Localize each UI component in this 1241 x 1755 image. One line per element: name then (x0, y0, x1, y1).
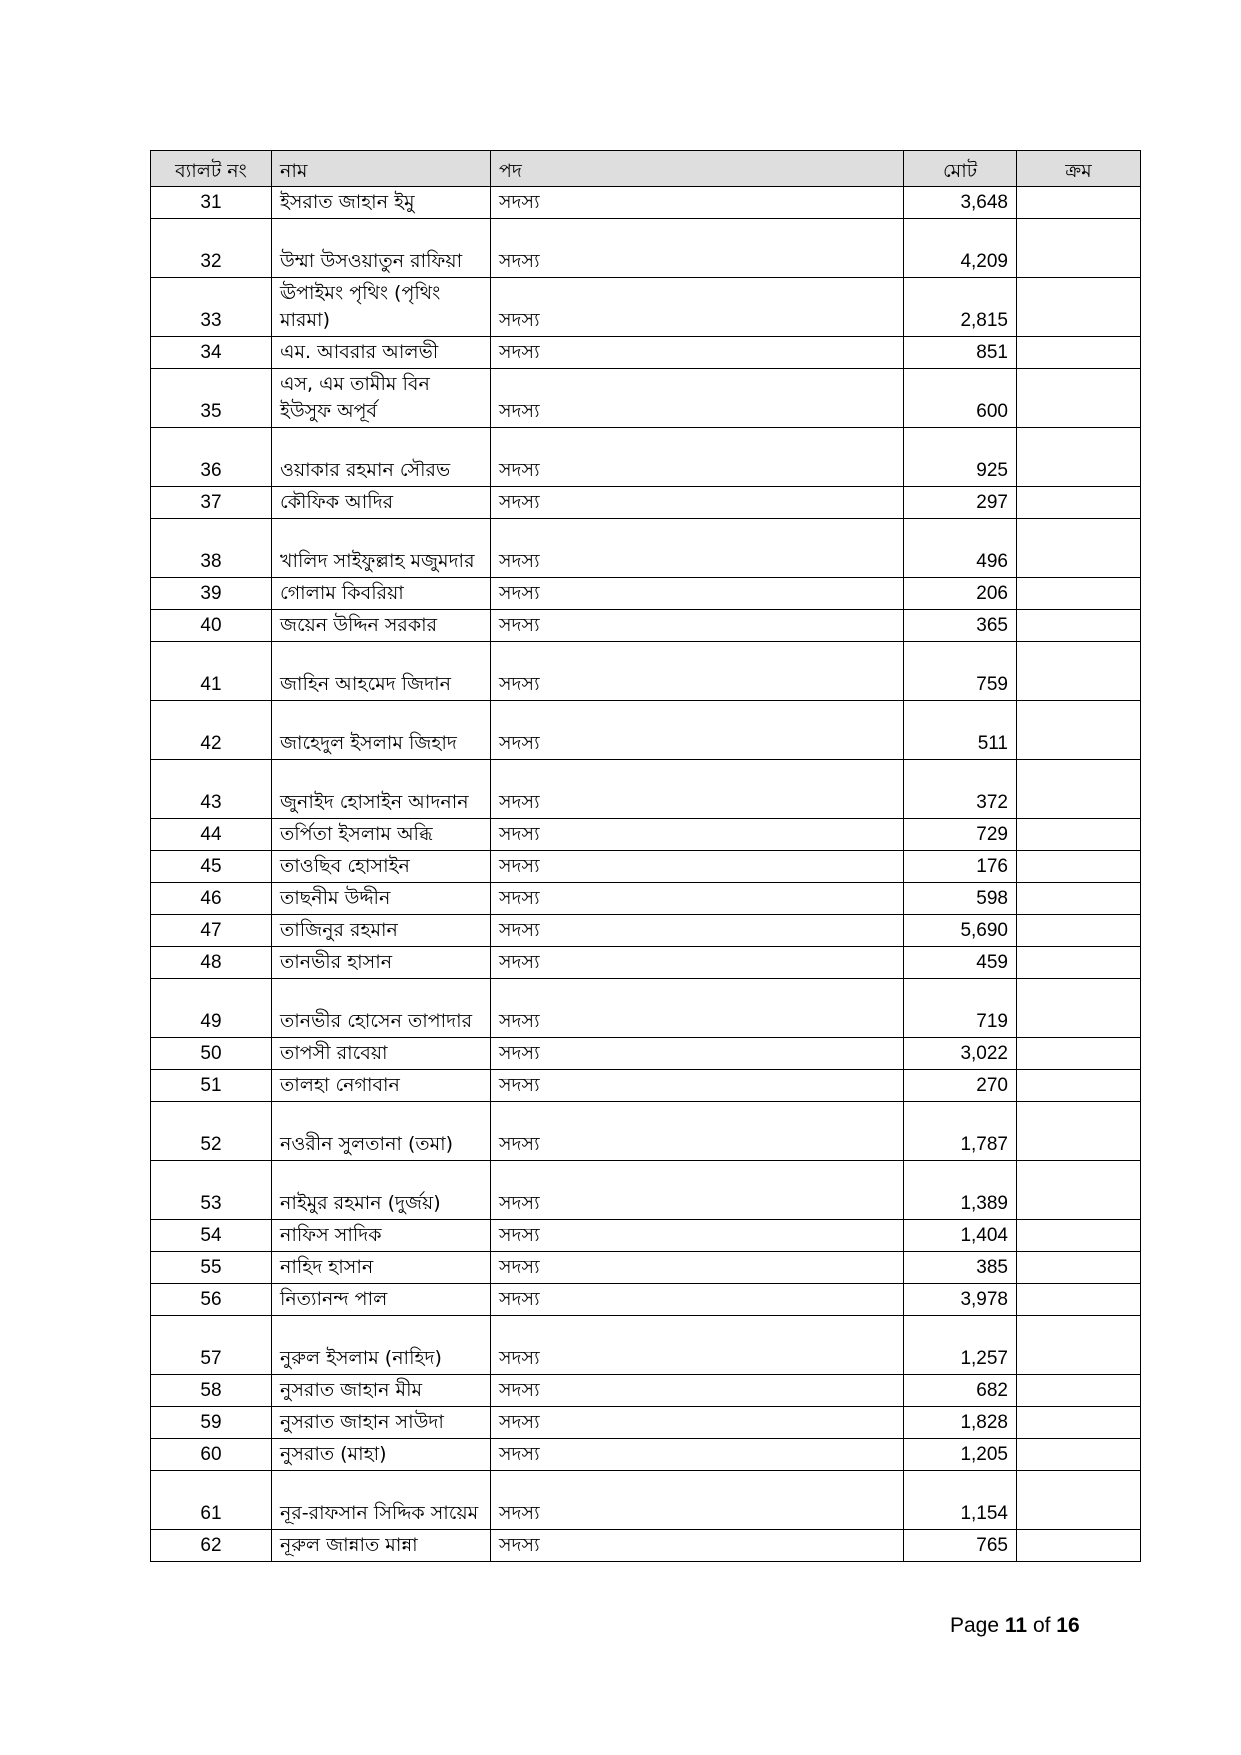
total-cell: 925 (904, 428, 1017, 487)
name-cell: তাওছিব হোসাইন (272, 851, 491, 883)
rank-cell (1017, 1530, 1141, 1562)
ballot-no-cell: 41 (151, 642, 272, 701)
total-cell: 598 (904, 883, 1017, 915)
table-row (151, 642, 1141, 701)
post-cell: সদস্য (491, 428, 904, 487)
ballot-no-cell: 58 (151, 1375, 272, 1407)
name-cell: জয়েন উদ্দিন সরকার (272, 610, 491, 642)
ballot-no-cell: 31 (151, 187, 272, 219)
name-cell: তাজিনুর রহমান (272, 915, 491, 947)
table-row (151, 1161, 1141, 1220)
rank-cell (1017, 915, 1141, 947)
table-row (151, 337, 1141, 369)
total-cell: 1,205 (904, 1439, 1017, 1471)
table-row (151, 819, 1141, 851)
rank-cell (1017, 642, 1141, 701)
post-cell: সদস্য (491, 1471, 904, 1530)
table-row (151, 1252, 1141, 1284)
rank-cell (1017, 610, 1141, 642)
name-cell: খালিদ সাইফুল্লাহ মজুমদার (272, 519, 491, 578)
post-cell: সদস্য (491, 278, 904, 337)
post-cell: সদস্য (491, 851, 904, 883)
table-row (151, 1038, 1141, 1070)
name-cell: তাপসী রাবেয়া (272, 1038, 491, 1070)
rank-cell (1017, 851, 1141, 883)
name-cell: নিত্যানন্দ পাল (272, 1284, 491, 1316)
ballot-no-cell: 45 (151, 851, 272, 883)
ballot-no-cell: 33 (151, 278, 272, 337)
post-cell: সদস্য (491, 219, 904, 278)
total-cell: 682 (904, 1375, 1017, 1407)
rank-cell (1017, 369, 1141, 428)
rank-cell (1017, 487, 1141, 519)
name-cell: উম্মা উসওয়াতুন রাফিয়া (272, 219, 491, 278)
rank-cell (1017, 1407, 1141, 1439)
post-cell: সদস্য (491, 369, 904, 428)
post-cell: সদস্য (491, 1375, 904, 1407)
total-cell: 5,690 (904, 915, 1017, 947)
post-cell: সদস্য (491, 979, 904, 1038)
ballot-no-cell: 34 (151, 337, 272, 369)
post-cell: সদস্য (491, 947, 904, 979)
table-row (151, 219, 1141, 278)
rank-cell (1017, 1284, 1141, 1316)
ballot-no-cell: 52 (151, 1102, 272, 1161)
name-cell: জুনাইদ হোসাইন আদনান (272, 760, 491, 819)
rank-cell (1017, 1471, 1141, 1530)
table-row (151, 1530, 1141, 1562)
table-row (151, 519, 1141, 578)
name-cell: কৌফিক আদির (272, 487, 491, 519)
header-name: নাম (272, 151, 491, 187)
post-cell: সদস্য (491, 1102, 904, 1161)
total-cell: 372 (904, 760, 1017, 819)
table-row (151, 610, 1141, 642)
table-row (151, 369, 1141, 428)
rank-cell (1017, 760, 1141, 819)
ballot-no-cell: 47 (151, 915, 272, 947)
post-cell: সদস্য (491, 337, 904, 369)
name-cell: তানভীর হাসান (272, 947, 491, 979)
total-cell: 2,815 (904, 278, 1017, 337)
rank-cell (1017, 947, 1141, 979)
total-cell: 765 (904, 1530, 1017, 1562)
rank-cell (1017, 1070, 1141, 1102)
total-cell: 496 (904, 519, 1017, 578)
total-pages-number: 16 (1056, 1614, 1080, 1637)
header-ballot-no: ব্যালট নং (151, 151, 272, 187)
table-header (151, 151, 1141, 187)
rank-cell (1017, 578, 1141, 610)
post-cell: সদস্য (491, 915, 904, 947)
post-cell: সদস্য (491, 883, 904, 915)
total-cell: 270 (904, 1070, 1017, 1102)
table-row (151, 1471, 1141, 1530)
total-cell: 176 (904, 851, 1017, 883)
post-cell: সদস্য (491, 1530, 904, 1562)
post-cell: সদস্য (491, 1252, 904, 1284)
total-cell: 1,404 (904, 1220, 1017, 1252)
ballot-no-cell: 62 (151, 1530, 272, 1562)
table-row (151, 428, 1141, 487)
header-rank: ক্রম (1017, 151, 1141, 187)
post-cell: সদস্য (491, 1220, 904, 1252)
page-label: Page (950, 1614, 1000, 1637)
name-cell: জাহিন আহমেদ জিদান (272, 642, 491, 701)
table-row (151, 578, 1141, 610)
ballot-no-cell: 49 (151, 979, 272, 1038)
header-post: পদ (491, 151, 904, 187)
post-cell: সদস্য (491, 487, 904, 519)
rank-cell (1017, 1252, 1141, 1284)
post-cell: সদস্য (491, 642, 904, 701)
table-row (151, 915, 1141, 947)
rank-cell (1017, 278, 1141, 337)
header-row (151, 151, 1141, 187)
post-cell: সদস্য (491, 701, 904, 760)
table-row (151, 1220, 1141, 1252)
name-cell: নুসরাত (মাহা) (272, 1439, 491, 1471)
table-row (151, 701, 1141, 760)
table-row (151, 487, 1141, 519)
name-cell: নূর-রাফসান সিদ্দিক সায়েম (272, 1471, 491, 1530)
post-cell: সদস্য (491, 1407, 904, 1439)
total-cell: 365 (904, 610, 1017, 642)
post-cell: সদস্য (491, 1439, 904, 1471)
post-cell: সদস্য (491, 519, 904, 578)
ballot-no-cell: 61 (151, 1471, 272, 1530)
name-cell: ইসরাত জাহান ইমু (272, 187, 491, 219)
table-row (151, 979, 1141, 1038)
total-cell: 297 (904, 487, 1017, 519)
ballot-no-cell: 43 (151, 760, 272, 819)
ballot-no-cell: 46 (151, 883, 272, 915)
name-cell: নুসরাত জাহান মীম (272, 1375, 491, 1407)
name-cell: নাফিস সাদিক (272, 1220, 491, 1252)
total-cell: 206 (904, 578, 1017, 610)
rank-cell (1017, 1375, 1141, 1407)
rank-cell (1017, 187, 1141, 219)
results-table (150, 150, 1141, 1562)
post-cell: সদস্য (491, 819, 904, 851)
post-cell: সদস্য (491, 187, 904, 219)
ballot-no-cell: 40 (151, 610, 272, 642)
post-cell: সদস্য (491, 610, 904, 642)
total-cell: 511 (904, 701, 1017, 760)
rank-cell (1017, 883, 1141, 915)
table-row (151, 883, 1141, 915)
ballot-no-cell: 54 (151, 1220, 272, 1252)
ballot-no-cell: 50 (151, 1038, 272, 1070)
rank-cell (1017, 1220, 1141, 1252)
table-row (151, 1439, 1141, 1471)
total-cell: 1,154 (904, 1471, 1017, 1530)
name-cell: তালহা নেগাবান (272, 1070, 491, 1102)
total-cell: 3,648 (904, 187, 1017, 219)
ballot-no-cell: 57 (151, 1316, 272, 1375)
rank-cell (1017, 819, 1141, 851)
rank-cell (1017, 1439, 1141, 1471)
rank-cell (1017, 701, 1141, 760)
ballot-no-cell: 56 (151, 1284, 272, 1316)
ballot-no-cell: 59 (151, 1407, 272, 1439)
rank-cell (1017, 428, 1141, 487)
current-page-number: 11 (1004, 1614, 1028, 1637)
table-row (151, 851, 1141, 883)
table-row (151, 947, 1141, 979)
post-cell: সদস্য (491, 1316, 904, 1375)
rank-cell (1017, 1316, 1141, 1375)
header-total: মোট (904, 151, 1017, 187)
table-row (151, 760, 1141, 819)
name-cell: নুসরাত জাহান সাউদা (272, 1407, 491, 1439)
total-cell: 3,978 (904, 1284, 1017, 1316)
total-cell: 385 (904, 1252, 1017, 1284)
name-cell: এস, এম তামীম বিন ইউসুফ অপূর্ব (272, 369, 491, 428)
total-cell: 719 (904, 979, 1017, 1038)
table-row (151, 1070, 1141, 1102)
post-cell: সদস্য (491, 1038, 904, 1070)
ballot-no-cell: 48 (151, 947, 272, 979)
total-cell: 4,209 (904, 219, 1017, 278)
name-cell: নূরুল জান্নাত মান্না (272, 1530, 491, 1562)
total-cell: 3,022 (904, 1038, 1017, 1070)
total-cell: 459 (904, 947, 1017, 979)
name-cell: তাছনীম উদ্দীন (272, 883, 491, 915)
rank-cell (1017, 1102, 1141, 1161)
ballot-no-cell: 53 (151, 1161, 272, 1220)
post-cell: সদস্য (491, 1161, 904, 1220)
name-cell: নুরুল ইসলাম (নাহিদ) (272, 1316, 491, 1375)
name-cell: ওয়াকার রহমান সৌরভ (272, 428, 491, 487)
ballot-no-cell: 37 (151, 487, 272, 519)
total-cell: 851 (904, 337, 1017, 369)
name-cell: তর্পিতা ইসলাম অব্ধি (272, 819, 491, 851)
page-of-label: of (1032, 1614, 1051, 1637)
page-footer (950, 1614, 1080, 1638)
name-cell: নাইমুর রহমান (দুর্জয়) (272, 1161, 491, 1220)
total-cell: 1,787 (904, 1102, 1017, 1161)
total-cell: 1,257 (904, 1316, 1017, 1375)
ballot-no-cell: 51 (151, 1070, 272, 1102)
ballot-no-cell: 44 (151, 819, 272, 851)
ballot-no-cell: 32 (151, 219, 272, 278)
rank-cell (1017, 1161, 1141, 1220)
ballot-no-cell: 55 (151, 1252, 272, 1284)
total-cell: 600 (904, 369, 1017, 428)
table-row (151, 1407, 1141, 1439)
table-row (151, 278, 1141, 337)
ballot-no-cell: 39 (151, 578, 272, 610)
table-row (151, 1102, 1141, 1161)
total-cell: 759 (904, 642, 1017, 701)
rank-cell (1017, 219, 1141, 278)
post-cell: সদস্য (491, 1284, 904, 1316)
rank-cell (1017, 1038, 1141, 1070)
post-cell: সদস্য (491, 1070, 904, 1102)
name-cell: তানভীর হোসেন তাপাদার (272, 979, 491, 1038)
name-cell: ঊপাইমং পৃথিং (পৃথিং মারমা) (272, 278, 491, 337)
rank-cell (1017, 979, 1141, 1038)
table-row (151, 187, 1141, 219)
post-cell: সদস্য (491, 760, 904, 819)
total-cell: 729 (904, 819, 1017, 851)
name-cell: এম. আবরার আলভী (272, 337, 491, 369)
ballot-no-cell: 35 (151, 369, 272, 428)
table-row (151, 1375, 1141, 1407)
rank-cell (1017, 337, 1141, 369)
table-row (151, 1284, 1141, 1316)
ballot-no-cell: 36 (151, 428, 272, 487)
table-body (151, 187, 1141, 1562)
name-cell: গোলাম কিবরিয়া (272, 578, 491, 610)
rank-cell (1017, 519, 1141, 578)
name-cell: নওরীন সুলতানা (তমা) (272, 1102, 491, 1161)
name-cell: জাহেদুল ইসলাম জিহাদ (272, 701, 491, 760)
total-cell: 1,828 (904, 1407, 1017, 1439)
ballot-no-cell: 60 (151, 1439, 272, 1471)
post-cell: সদস্য (491, 578, 904, 610)
table-row (151, 1316, 1141, 1375)
total-cell: 1,389 (904, 1161, 1017, 1220)
name-cell: নাহিদ হাসান (272, 1252, 491, 1284)
ballot-no-cell: 38 (151, 519, 272, 578)
ballot-no-cell: 42 (151, 701, 272, 760)
